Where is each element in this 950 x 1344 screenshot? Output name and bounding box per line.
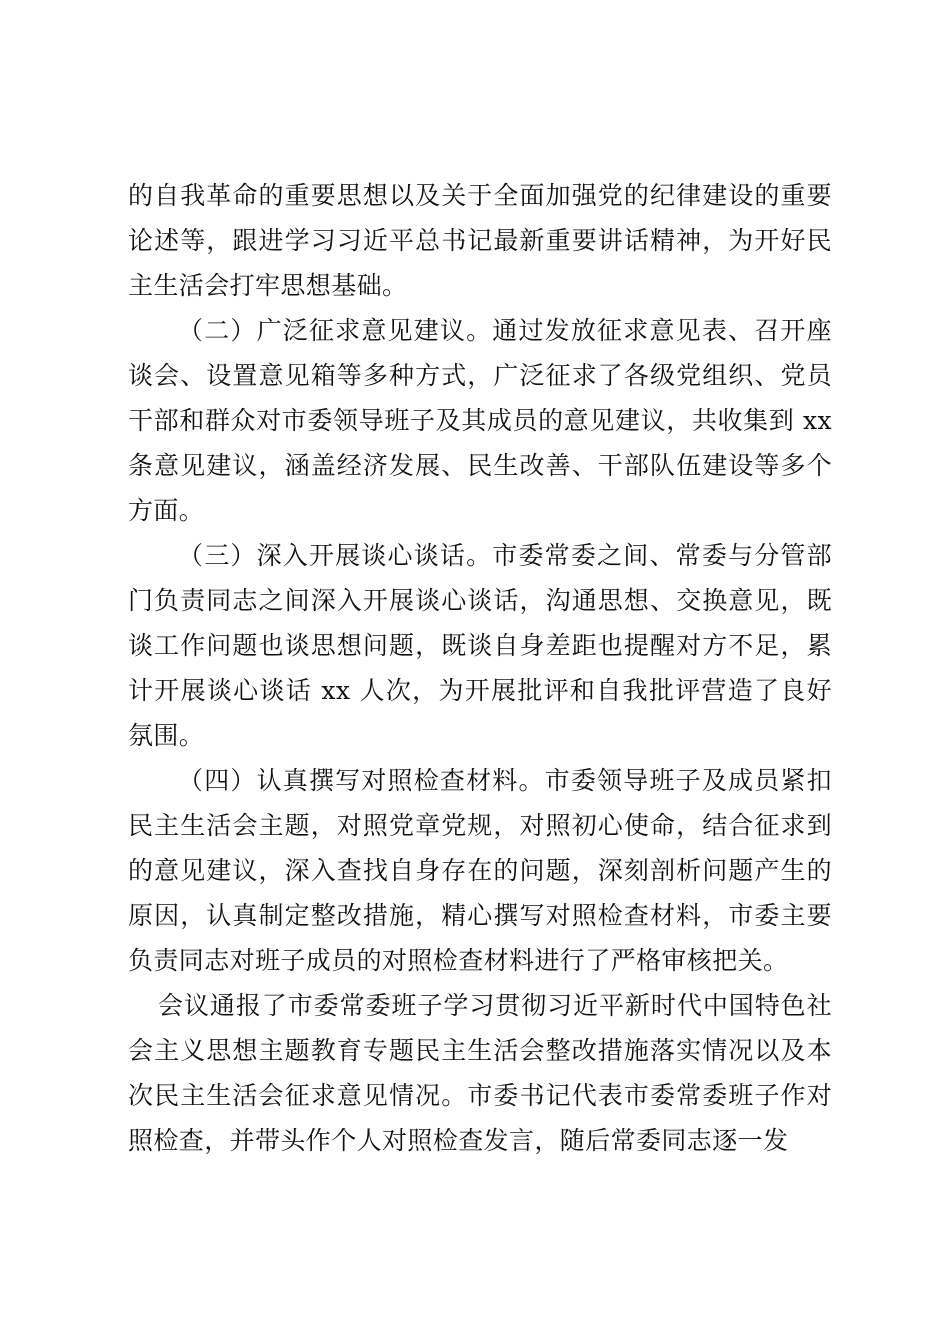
paragraph-continuation: 的自我革命的重要思想以及关于全面加强党的纪律建设的重要论述等，跟进学习习近平总书记最新重要讲话精神，为开好民主生活会打牢思想基础。: [128, 181, 832, 300]
paragraph-section-2: （二）广泛征求意见建议。通过发放征求意见表、召开座谈会、设置意见箱等多种方式，广泛征求了各级党组织、党员干部和群众对市委领导班子及其成员的意见建议，共收集到 xx 条意见建议，涵盖经济发展、民生改善、干部队伍建设等多个方面。: [128, 316, 832, 525]
paragraph-meeting-report: 会议通报了市委常委班子学习贯彻习近平新时代中国特色社会主义思想主题教育专题民主生活会整改措施落实情况以及本次民主生活会征求意见情况。市委书记代表市委常委班子作对照检查，并带头作个人对照检查发言，随后常委同志逐一发: [128, 991, 832, 1155]
paragraph-section-4: （四）认真撰写对照检查材料。市委领导班子及成员紧扣民主生活会主题，对照党章党规，对照初心使命，结合征求到的意见建议，深入查找自身存在的问题，深刻剖析问题产生的原因，认真制定整改措施，精心撰写对照检查材料，市委主要负责同志对班子成员的对照检查材料进行了严格审核把关。: [128, 766, 832, 975]
document-body: [128, 173, 832, 1163]
paragraph-section-3: （三）深入开展谈心谈话。市委常委之间、常委与分管部门负责同志之间深入开展谈心谈话，沟通思想、交换意见，既谈工作问题也谈思想问题，既谈自身差距也提醒对方不足，累计开展谈心谈话 xx 人次，为开展批评和自我批评营造了良好氛围。: [128, 541, 832, 750]
